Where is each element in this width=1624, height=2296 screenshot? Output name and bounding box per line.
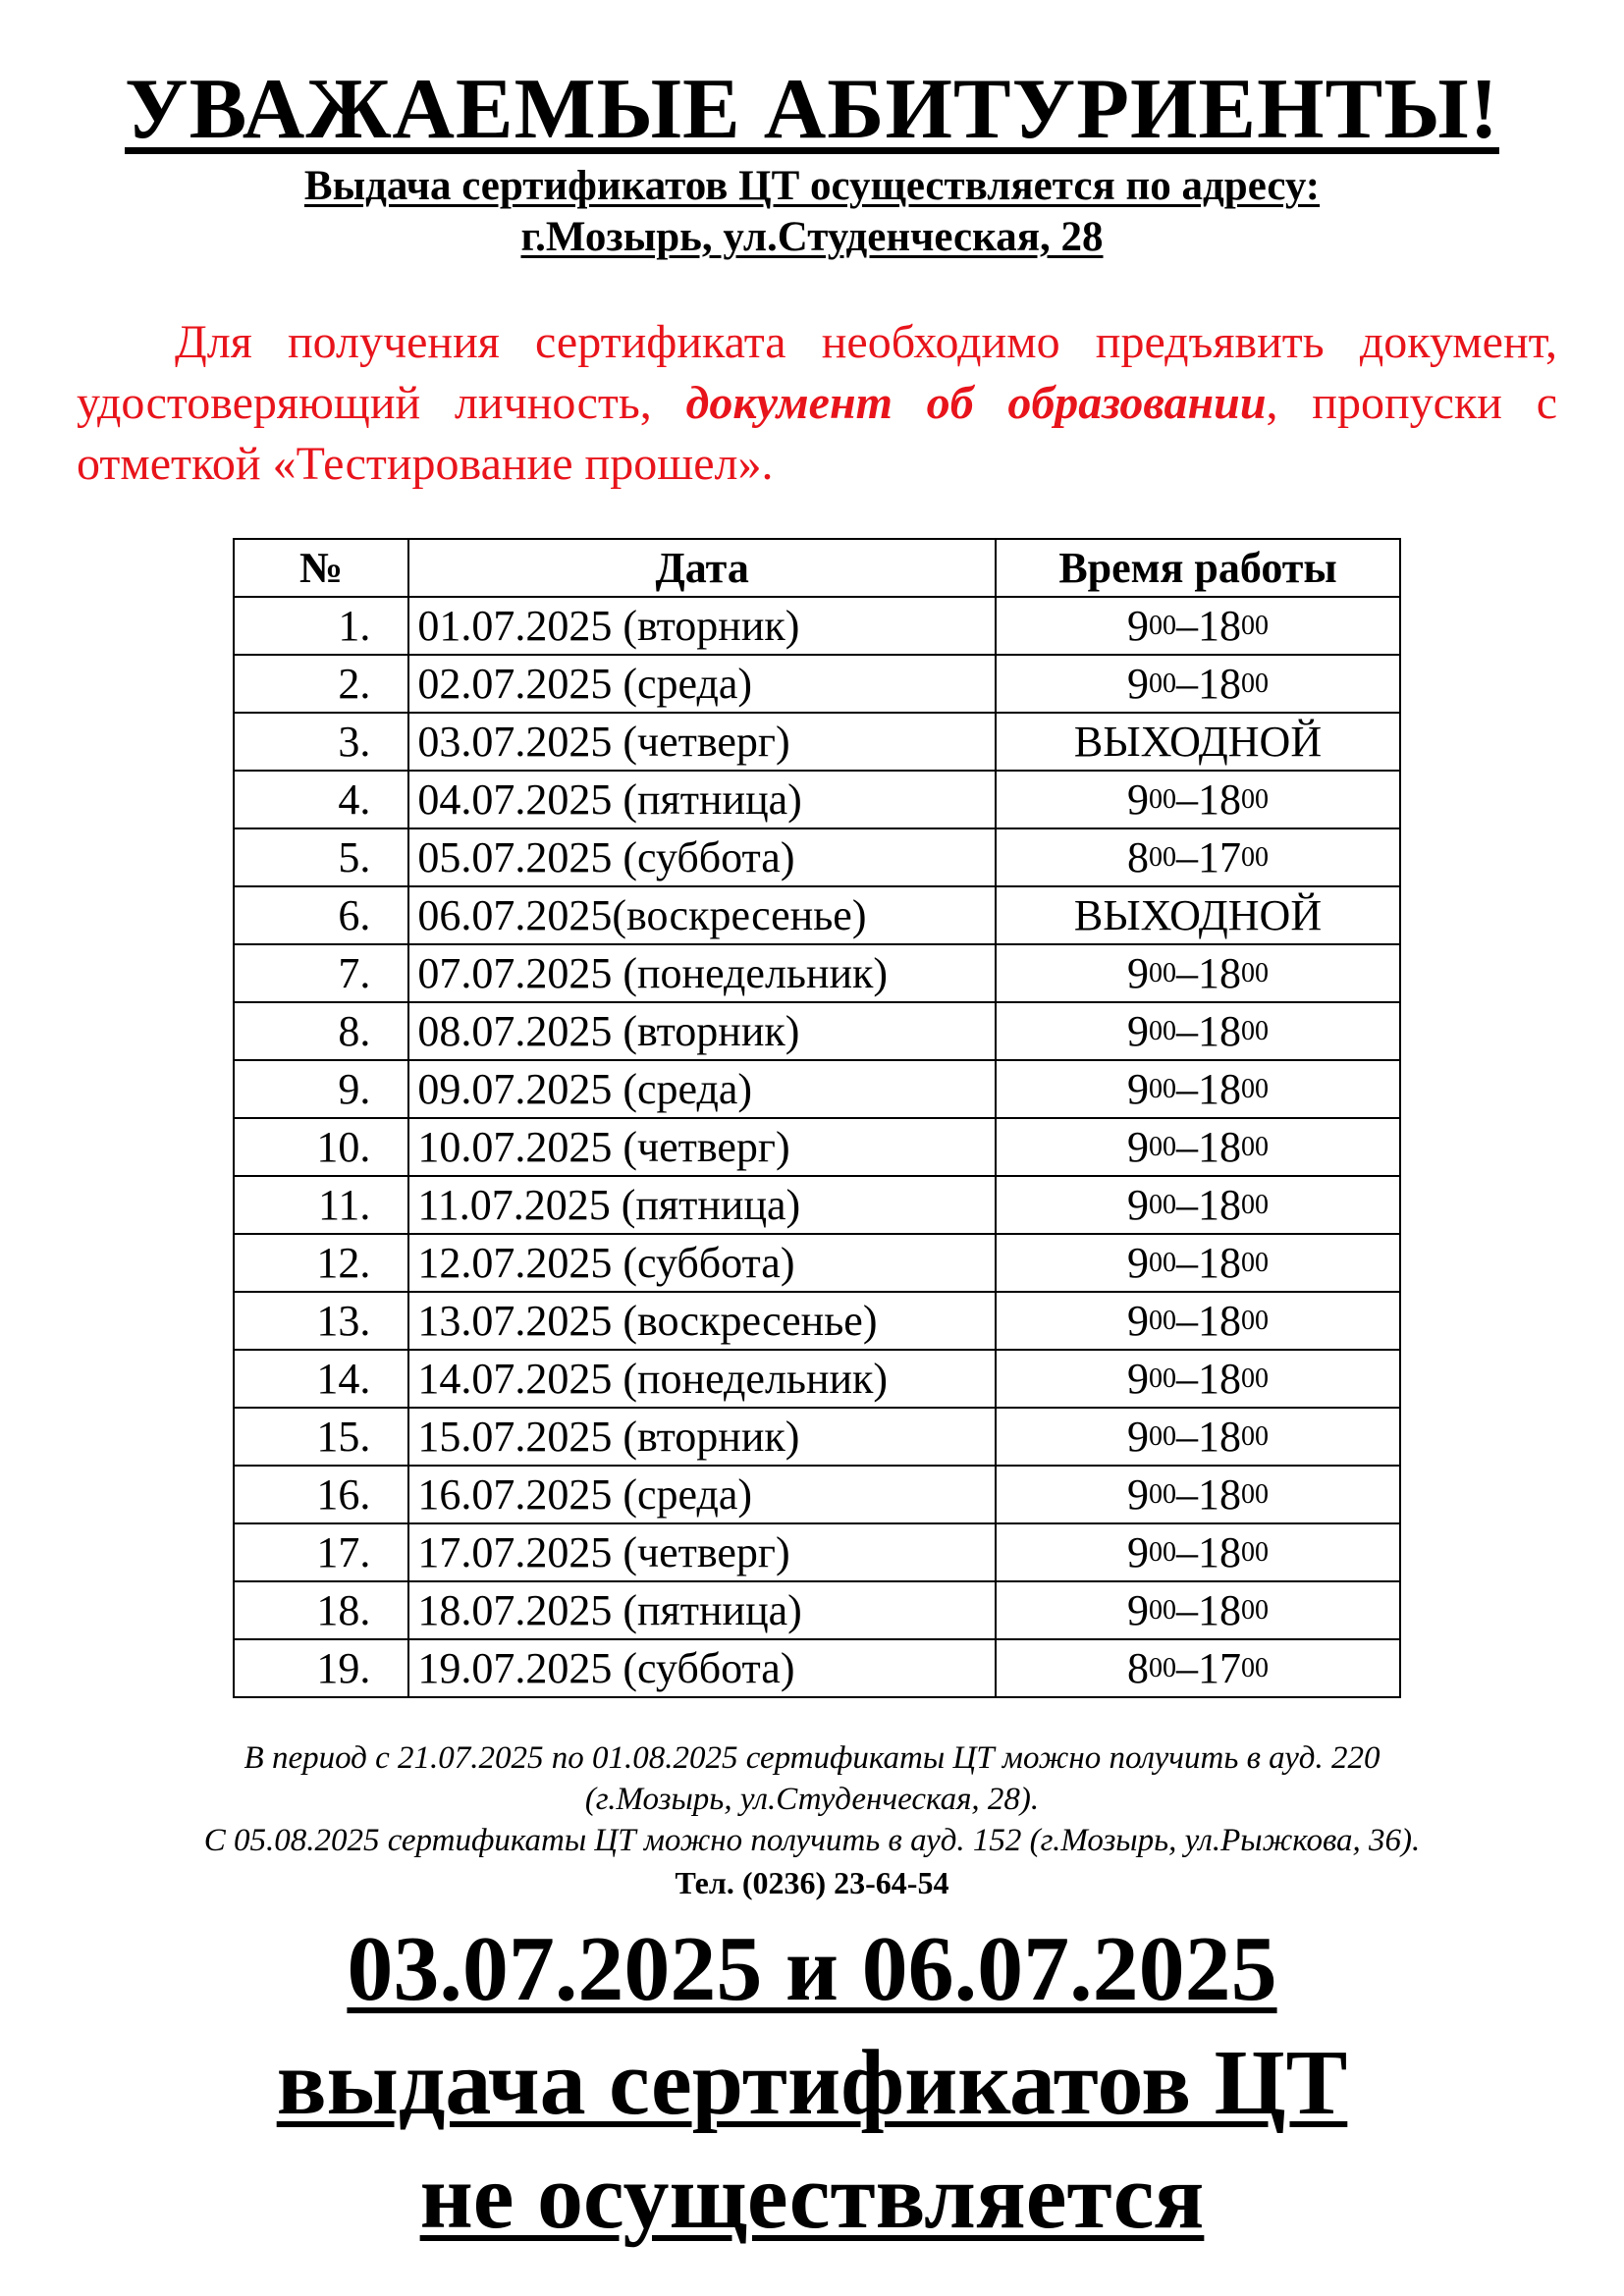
footnote [0, 1737, 1624, 1861]
hours-end-minutes: 00 [1241, 1479, 1270, 1510]
row-date: 17.07.2025 (четверг) [408, 1523, 996, 1581]
row-hours [996, 1002, 1400, 1060]
table-row [234, 713, 1400, 771]
table-row [234, 944, 1400, 1002]
row-number: 18. [234, 1581, 408, 1639]
notice-emphasis: документ об образовании [685, 377, 1267, 429]
row-hours [996, 597, 1400, 655]
closing-line-1: 03.07.2025 и 06.07.2025 [347, 1918, 1277, 2020]
row-number: 16. [234, 1466, 408, 1523]
closing-notice [0, 1912, 1624, 2254]
hours-end: 18 [1198, 1470, 1242, 1519]
hours-start-minutes: 00 [1149, 611, 1177, 641]
row-date: 08.07.2025 (вторник) [408, 1002, 996, 1060]
row-number: 3. [234, 713, 408, 771]
hours-end: 18 [1198, 1007, 1242, 1055]
hours-end: 18 [1198, 660, 1242, 708]
hours-start-minutes: 00 [1149, 1248, 1177, 1278]
header-date: Дата [408, 539, 996, 597]
hours-end: 18 [1198, 1413, 1242, 1461]
table-row [234, 1408, 1400, 1466]
hours-end: 18 [1198, 1123, 1242, 1171]
hours-start: 9 [1127, 1181, 1150, 1229]
row-hours [996, 944, 1400, 1002]
row-date: 07.07.2025 (понедельник) [408, 944, 996, 1002]
row-number: 19. [234, 1639, 408, 1697]
row-number: 15. [234, 1408, 408, 1466]
hours-end-minutes: 00 [1241, 1190, 1270, 1220]
hours-end: 18 [1198, 1065, 1242, 1113]
row-date: 05.07.2025 (суббота) [408, 828, 996, 886]
hours-start-minutes: 00 [1149, 1421, 1177, 1452]
hours-start-minutes: 00 [1149, 1190, 1177, 1220]
hours-start: 9 [1127, 1297, 1150, 1345]
hours-start: 9 [1127, 1413, 1150, 1461]
table-row [234, 655, 1400, 713]
row-number: 6. [234, 886, 408, 944]
hours-end: 17 [1198, 1644, 1242, 1692]
row-number: 13. [234, 1292, 408, 1350]
row-date: 19.07.2025 (суббота) [408, 1639, 996, 1697]
hours-end: 18 [1198, 1355, 1242, 1403]
table-row [234, 1118, 1400, 1176]
hours-separator: – [1176, 1239, 1199, 1287]
row-number: 2. [234, 655, 408, 713]
hours-start: 9 [1127, 1007, 1150, 1055]
row-number: 12. [234, 1234, 408, 1292]
hours-end: 18 [1198, 602, 1242, 650]
hours-end: 18 [1198, 1297, 1242, 1345]
header-hours: Время работы [996, 539, 1400, 597]
hours-end-minutes: 00 [1241, 1132, 1270, 1162]
hours-end-minutes: 00 [1241, 1421, 1270, 1452]
row-date: 11.07.2025 (пятница) [408, 1176, 996, 1234]
row-hours [996, 1350, 1400, 1408]
notice-text-part-2: , пропуски с отметкой «Тестирование прошел». [77, 377, 1557, 490]
table-row [234, 1523, 1400, 1581]
hours-start-minutes: 00 [1149, 668, 1177, 699]
hours-start: 9 [1127, 949, 1150, 997]
row-date: 02.07.2025 (среда) [408, 655, 996, 713]
row-hours [996, 1292, 1400, 1350]
hours-end: 17 [1198, 833, 1242, 881]
hours-separator: – [1176, 1181, 1199, 1229]
row-hours [996, 713, 1400, 771]
hours-start: 9 [1127, 1123, 1150, 1171]
hours-start: 9 [1127, 1528, 1150, 1576]
row-hours [996, 1234, 1400, 1292]
table-row [234, 886, 1400, 944]
row-date: 12.07.2025 (суббота) [408, 1234, 996, 1292]
row-date: 04.07.2025 (пятница) [408, 771, 996, 828]
row-hours [996, 1118, 1400, 1176]
row-hours [996, 886, 1400, 944]
hours-separator: – [1176, 602, 1199, 650]
hours-separator: – [1176, 775, 1199, 824]
day-off-label: ВЫХОДНОЙ [1073, 891, 1323, 939]
hours-end: 18 [1198, 1586, 1242, 1634]
hours-start: 9 [1127, 1239, 1150, 1287]
hours-start: 9 [1127, 602, 1150, 650]
notice-text-part-1: Для получения сертификата необходимо предъявить документ, удостоверяющий личность, [77, 316, 1557, 429]
table-row [234, 1234, 1400, 1292]
hours-end-minutes: 00 [1241, 1248, 1270, 1278]
row-date: 09.07.2025 (среда) [408, 1060, 996, 1118]
hours-end: 18 [1198, 949, 1242, 997]
row-number: 4. [234, 771, 408, 828]
row-number: 9. [234, 1060, 408, 1118]
row-date: 10.07.2025 (четверг) [408, 1118, 996, 1176]
row-number: 14. [234, 1350, 408, 1408]
closing-line-3: не осуществляется [419, 2146, 1205, 2248]
hours-start-minutes: 00 [1149, 958, 1177, 988]
row-hours [996, 1639, 1400, 1697]
hours-end: 18 [1198, 1528, 1242, 1576]
row-hours [996, 771, 1400, 828]
day-off-label: ВЫХОДНОЙ [1073, 718, 1323, 766]
row-date: 13.07.2025 (воскресенье) [408, 1292, 996, 1350]
address-heading [0, 161, 1624, 263]
hours-start-minutes: 00 [1149, 1363, 1177, 1394]
hours-start-minutes: 00 [1149, 1016, 1177, 1046]
hours-start: 9 [1127, 775, 1150, 824]
row-date: 18.07.2025 (пятница) [408, 1581, 996, 1639]
hours-end: 18 [1198, 1181, 1242, 1229]
hours-end-minutes: 00 [1241, 1653, 1270, 1683]
hours-start: 9 [1127, 1065, 1150, 1113]
hours-separator: – [1176, 1355, 1199, 1403]
table-row [234, 597, 1400, 655]
hours-separator: – [1176, 1297, 1199, 1345]
row-number: 11. [234, 1176, 408, 1234]
hours-start-minutes: 00 [1149, 1306, 1177, 1336]
header-number: № [234, 539, 408, 597]
hours-end-minutes: 00 [1241, 1074, 1270, 1104]
hours-start: 9 [1127, 1586, 1150, 1634]
table-header-row [234, 539, 1400, 597]
row-number: 7. [234, 944, 408, 1002]
hours-separator: – [1176, 1413, 1199, 1461]
schedule-table [233, 538, 1401, 1698]
hours-end: 18 [1198, 775, 1242, 824]
row-hours [996, 1060, 1400, 1118]
row-hours [996, 1466, 1400, 1523]
row-date: 03.07.2025 (четверг) [408, 713, 996, 771]
footnote-line-1: В период с 21.07.2025 по 01.08.2025 сертификаты ЦТ можно получить в ауд. 220 [244, 1740, 1380, 1776]
hours-separator: – [1176, 1528, 1199, 1576]
address-heading-line-2: г.Мозырь, ул.Студенческая, 28 [520, 214, 1104, 260]
footnote-line-3: С 05.08.2025 сертификаты ЦТ можно получить в ауд. 152 (г.Мозырь, ул.Рыжкова, 36). [203, 1823, 1421, 1858]
row-date: 06.07.2025(воскресенье) [408, 886, 996, 944]
hours-start: 8 [1127, 1644, 1150, 1692]
hours-end-minutes: 00 [1241, 1306, 1270, 1336]
hours-end-minutes: 00 [1241, 611, 1270, 641]
hours-start-minutes: 00 [1149, 1132, 1177, 1162]
hours-start-minutes: 00 [1149, 1074, 1177, 1104]
hours-end-minutes: 00 [1241, 1595, 1270, 1626]
hours-end-minutes: 00 [1241, 1363, 1270, 1394]
hours-separator: – [1176, 660, 1199, 708]
address-heading-line-1: Выдача сертификатов ЦТ осуществляется по адресу: [303, 163, 1321, 209]
hours-end: 18 [1198, 1239, 1242, 1287]
row-date: 15.07.2025 (вторник) [408, 1408, 996, 1466]
row-date: 14.07.2025 (понедельник) [408, 1350, 996, 1408]
row-hours [996, 1523, 1400, 1581]
table-row [234, 1466, 1400, 1523]
documents-notice [77, 312, 1557, 495]
footnote-line-2: (г.Мозырь, ул.Студенческая, 28). [584, 1782, 1040, 1817]
row-number: 17. [234, 1523, 408, 1581]
hours-separator: – [1176, 1586, 1199, 1634]
table-row [234, 1581, 1400, 1639]
row-hours [996, 1581, 1400, 1639]
table-row [234, 1350, 1400, 1408]
hours-separator: – [1176, 1007, 1199, 1055]
table-row [234, 771, 1400, 828]
hours-start-minutes: 00 [1149, 1595, 1177, 1626]
hours-start-minutes: 00 [1149, 842, 1177, 873]
hours-separator: – [1176, 1065, 1199, 1113]
row-number: 5. [234, 828, 408, 886]
hours-start-minutes: 00 [1149, 1479, 1177, 1510]
table-row [234, 1292, 1400, 1350]
schedule-body [234, 597, 1400, 1697]
row-hours [996, 1176, 1400, 1234]
row-hours [996, 655, 1400, 713]
row-number: 10. [234, 1118, 408, 1176]
table-row [234, 1176, 1400, 1234]
hours-start: 9 [1127, 660, 1150, 708]
hours-start-minutes: 00 [1149, 1537, 1177, 1568]
row-hours [996, 828, 1400, 886]
table-row [234, 1002, 1400, 1060]
hours-end-minutes: 00 [1241, 958, 1270, 988]
page-title: УВАЖАЕМЫЕ АБИТУРИЕНТЫ! [125, 62, 1499, 157]
hours-end-minutes: 00 [1241, 842, 1270, 873]
hours-separator: – [1176, 833, 1199, 881]
hours-start: 9 [1127, 1355, 1150, 1403]
hours-separator: – [1176, 949, 1199, 997]
row-number: 1. [234, 597, 408, 655]
table-row [234, 1060, 1400, 1118]
hours-separator: – [1176, 1123, 1199, 1171]
hours-separator: – [1176, 1470, 1199, 1519]
hours-start: 9 [1127, 1470, 1150, 1519]
row-hours [996, 1408, 1400, 1466]
hours-end-minutes: 00 [1241, 668, 1270, 699]
hours-separator: – [1176, 1644, 1199, 1692]
row-date: 16.07.2025 (среда) [408, 1466, 996, 1523]
row-number: 8. [234, 1002, 408, 1060]
row-date: 01.07.2025 (вторник) [408, 597, 996, 655]
hours-end-minutes: 00 [1241, 1016, 1270, 1046]
hours-end-minutes: 00 [1241, 1537, 1270, 1568]
closing-line-2: выдача сертификатов ЦТ [276, 2032, 1348, 2134]
hours-start-minutes: 00 [1149, 1653, 1177, 1683]
table-row [234, 1639, 1400, 1697]
phone-number: Тел. (0236) 23-64-54 [675, 1865, 949, 1900]
table-row [234, 828, 1400, 886]
hours-start-minutes: 00 [1149, 784, 1177, 815]
hours-start: 8 [1127, 833, 1150, 881]
hours-end-minutes: 00 [1241, 784, 1270, 815]
